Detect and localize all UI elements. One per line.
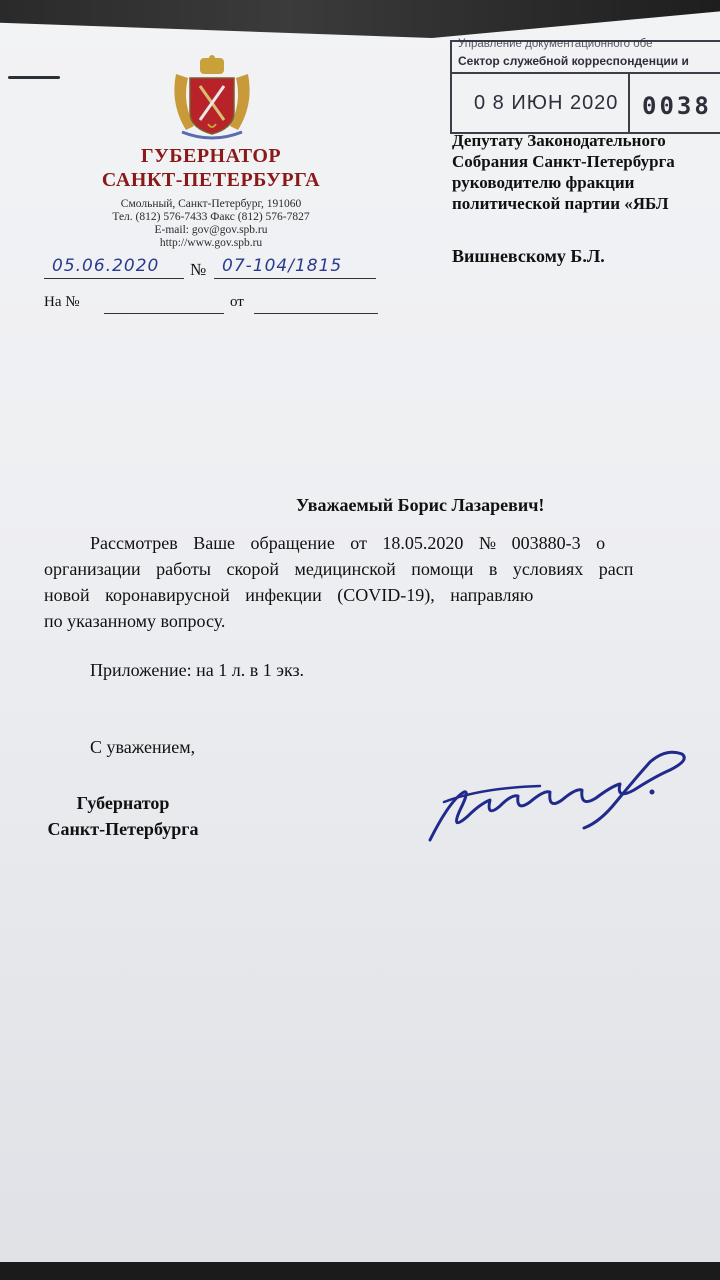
letterhead-web: http://www.gov.spb.ru [159, 237, 263, 249]
letter-body [44, 530, 720, 634]
letterhead-email: E-mail: gov@gov.spb.ru [154, 224, 268, 236]
reference-row [44, 294, 384, 318]
addressee-line4: политической партии «ЯБЛ [452, 194, 669, 213]
photo-background-top [0, 0, 720, 38]
stamp-department: Управление документационного обе [458, 38, 653, 50]
salutation: Уважаемый Борис Лазаревич! [296, 495, 545, 515]
stamp-sector: Сектор служебной корреспонденции и [458, 54, 689, 68]
photo-background-bottom [0, 1262, 720, 1280]
signatory-line2: Санкт-Петербурга [47, 819, 199, 839]
signatory-line1: Губернатор [76, 793, 170, 813]
stamp-vertical-divider [628, 72, 630, 132]
signatory-title [18, 790, 228, 842]
closing-regards: С уважением, [90, 737, 196, 757]
letterhead-address: Смольный, Санкт-Петербург, 191060 [120, 198, 302, 210]
letterhead-contacts [80, 198, 342, 250]
reference-from-line [254, 313, 378, 314]
stamp-number: 0038 [642, 92, 712, 120]
attachment-note: Приложение: на 1 л. в 1 экз. [90, 660, 305, 680]
letterhead-title-line2: САНКТ-ПЕТЕРБУРГА [101, 169, 321, 191]
stamp-divider [452, 72, 720, 74]
fold-mark [8, 76, 60, 79]
registration-date-line [44, 278, 184, 279]
letterhead-title-line1: ГУБЕРНАТОР [140, 145, 282, 167]
handwritten-signature [420, 740, 710, 850]
addressee-block [452, 130, 720, 214]
registration-number-label: № [190, 260, 207, 279]
addressee-line3: руководителю фракции [452, 173, 635, 192]
addressee-line1: Депутату Законодательного [452, 131, 666, 150]
coat-of-arms-icon [168, 54, 256, 142]
reference-number-line [104, 313, 224, 314]
body-line-4: по указанному вопросу. [44, 611, 226, 631]
stamp-date: 0 8 ИЮН 2020 [474, 92, 619, 114]
reference-number-label: На № [44, 294, 80, 310]
registration-number: 07-104/1815 [222, 256, 343, 276]
body-line-3: новой коронавирусной инфекции (COVID-19), направляю [44, 585, 534, 605]
letterhead-phones: Тел. (812) 576-7433 Факс (812) 576-7827 [112, 211, 310, 223]
body-line-2: организации работы скорой медицинской помощи в условиях расп [44, 559, 634, 579]
addressee-name: Вишневскому Б.Л. [452, 246, 605, 266]
registration-date: 05.06.2020 [52, 256, 160, 276]
letterhead-title [80, 144, 342, 192]
incoming-stamp [450, 40, 720, 134]
body-line-1: Рассмотрев Ваше обращение от 18.05.2020 № 003880-3 о [90, 533, 606, 553]
registration-number-line [214, 278, 376, 279]
reference-from-label: от [230, 294, 244, 310]
addressee-line2: Собрания Санкт-Петербурга [452, 152, 675, 171]
registration-row [44, 256, 384, 282]
